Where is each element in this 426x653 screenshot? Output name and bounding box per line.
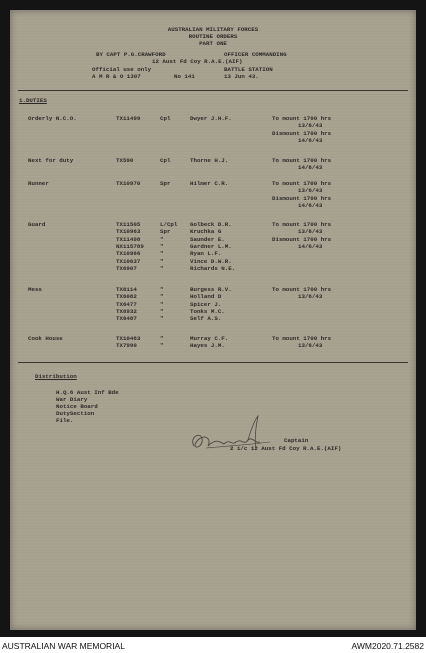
duty-time-note: To mount 1700 hrs <box>272 286 332 293</box>
distribution-item: H.Q.6 Aust Inf Bde <box>56 389 119 396</box>
member-name: Richards N.E. <box>190 264 236 272</box>
duty-time-note: 13/6/43 <box>298 187 323 195</box>
service-number: TX6932 <box>116 307 137 315</box>
rank: Cpl <box>160 157 171 164</box>
duty-time-note: 13/6/43 <box>298 228 323 236</box>
header-unit: 12 Aust Fd Coy R.A.E.(AIF) <box>152 58 243 65</box>
header-battle-station: BATTLE STATION <box>224 66 273 73</box>
service-number: TX11498 <box>116 235 141 243</box>
duty-time-note: 14/6/43 <box>298 136 323 144</box>
duty-name: Orderly N.C.O. <box>28 115 77 122</box>
member-name: Hilmer C.R. <box>190 180 229 187</box>
rank: " <box>160 335 164 342</box>
rule-top <box>18 90 408 91</box>
rank: " <box>160 242 164 250</box>
service-number: TX7990 <box>116 342 137 350</box>
member-name: Ryan L.F. <box>190 250 222 258</box>
duty-name: Mess <box>28 286 42 293</box>
distribution-title: Distribution <box>35 373 77 380</box>
duty-time-note: To mount 1700 hrs <box>272 157 332 164</box>
duty-time-note: 13/6/43 <box>298 293 323 301</box>
member-name: Holland D <box>190 293 222 301</box>
rank: " <box>160 286 164 293</box>
duty-time-note: 14/6/43 <box>298 201 323 209</box>
member-name: Dwyer J.H.F. <box>190 115 232 122</box>
member-name: Burgess R.V. <box>190 286 232 293</box>
rank: " <box>160 264 164 272</box>
rank: " <box>160 235 164 243</box>
rank: L/Cpl <box>160 221 178 228</box>
duty-time-note: Dismount 1700 hrs <box>272 194 332 202</box>
header-line-part: PART ONE <box>199 40 227 47</box>
member-name: Thorne H.J. <box>190 157 229 164</box>
signature-rank: Captain <box>284 437 309 444</box>
member-name: Saunder E. <box>190 235 225 243</box>
duty-time-note: 13/6/43 <box>298 122 323 130</box>
rule-bottom <box>18 362 408 363</box>
service-number: TX10963 <box>116 228 141 236</box>
service-number: TX10637 <box>116 257 141 265</box>
duty-time-note: To mount 1700 hrs <box>272 180 332 187</box>
header-line-forces: AUSTRALIAN MILITARY FORCES <box>167 26 259 33</box>
footer-bar <box>0 639 426 653</box>
duty-name: Next for duty <box>28 157 74 164</box>
footer-accession-number: AWM2020.71.2582 <box>351 641 424 651</box>
service-number: TX590 <box>116 157 134 164</box>
header-ref: A M R & O 1307 <box>92 73 141 80</box>
service-number: TX10463 <box>116 335 141 342</box>
header-line-orders: ROUTINE ORDERS <box>188 33 238 40</box>
rank: " <box>160 342 164 350</box>
duty-time-note: 14/6/43 <box>298 242 323 250</box>
member-name: Spicer J. <box>190 300 222 308</box>
header-official-use: Official use only <box>92 66 152 73</box>
rank: " <box>160 250 164 258</box>
member-name: Vince D.W.R. <box>190 257 232 265</box>
service-number: TX6114 <box>116 286 137 293</box>
rank: Spr <box>160 180 171 187</box>
service-number: TX10970 <box>116 180 141 187</box>
duty-time-note: 13/6/43 <box>298 342 323 350</box>
duty-time-note: To mount 1700 hrs <box>272 221 332 228</box>
signature-unit: 2 i/c 12 Aust Fd Coy R.A.E.(AIF) <box>230 445 342 452</box>
member-name: Kruchka G <box>190 228 222 236</box>
member-name: Hayes J.M. <box>190 342 225 350</box>
footer-institution: AUSTRALIAN WAR MEMORIAL <box>2 641 125 651</box>
rank: " <box>160 315 164 323</box>
document-page <box>10 10 416 630</box>
distribution-item: DutySection <box>56 410 95 417</box>
header-by-officer: BY CAPT P.G.CRAWFORD <box>96 51 166 58</box>
member-name: Golbeck D.R. <box>190 221 232 228</box>
header-officer-commanding: OFFICER COMMANDING <box>224 51 287 58</box>
member-name: Self A.S. <box>190 315 222 323</box>
duty-time-note: 14/6/43 <box>298 164 323 172</box>
duty-time-note: Dismount 1700 hrs <box>272 235 332 243</box>
header-number: No 141 <box>174 73 195 80</box>
rank: " <box>160 307 164 315</box>
service-number: TX6082 <box>116 293 137 301</box>
distribution-item: Notice Board <box>56 403 98 410</box>
service-number: TX11499 <box>116 115 141 122</box>
service-number: TX6477 <box>116 300 137 308</box>
duty-name: Runner <box>28 180 49 187</box>
rank: Spr <box>160 228 171 236</box>
member-name: Tonks M.C. <box>190 307 225 315</box>
service-number: NX115789 <box>116 242 144 250</box>
header-date: 13 Jun 43. <box>224 73 259 80</box>
service-number: TX10966 <box>116 250 141 258</box>
rank: " <box>160 300 164 308</box>
distribution-item: File. <box>56 417 74 424</box>
duty-time-note: To mount 1700 hrs <box>272 335 332 342</box>
duty-time-note: Dismount 1700 hrs <box>272 129 332 137</box>
duty-time-note: To mount 1700 hrs <box>272 115 332 122</box>
service-number: TX6487 <box>116 315 137 323</box>
section-title-duties: 1.DUTIES <box>19 97 47 104</box>
member-name: Murray C.F. <box>190 335 229 342</box>
service-number: TX6907 <box>116 264 137 272</box>
member-name: Gardner L.M. <box>190 242 232 250</box>
rank: " <box>160 293 164 301</box>
duty-name: Cook House <box>28 335 63 342</box>
duty-name: Guard <box>28 221 46 228</box>
rank: Cpl <box>160 115 171 122</box>
service-number: TX11505 <box>116 221 141 228</box>
rank: " <box>160 257 164 265</box>
distribution-item: War Diary <box>56 396 88 403</box>
